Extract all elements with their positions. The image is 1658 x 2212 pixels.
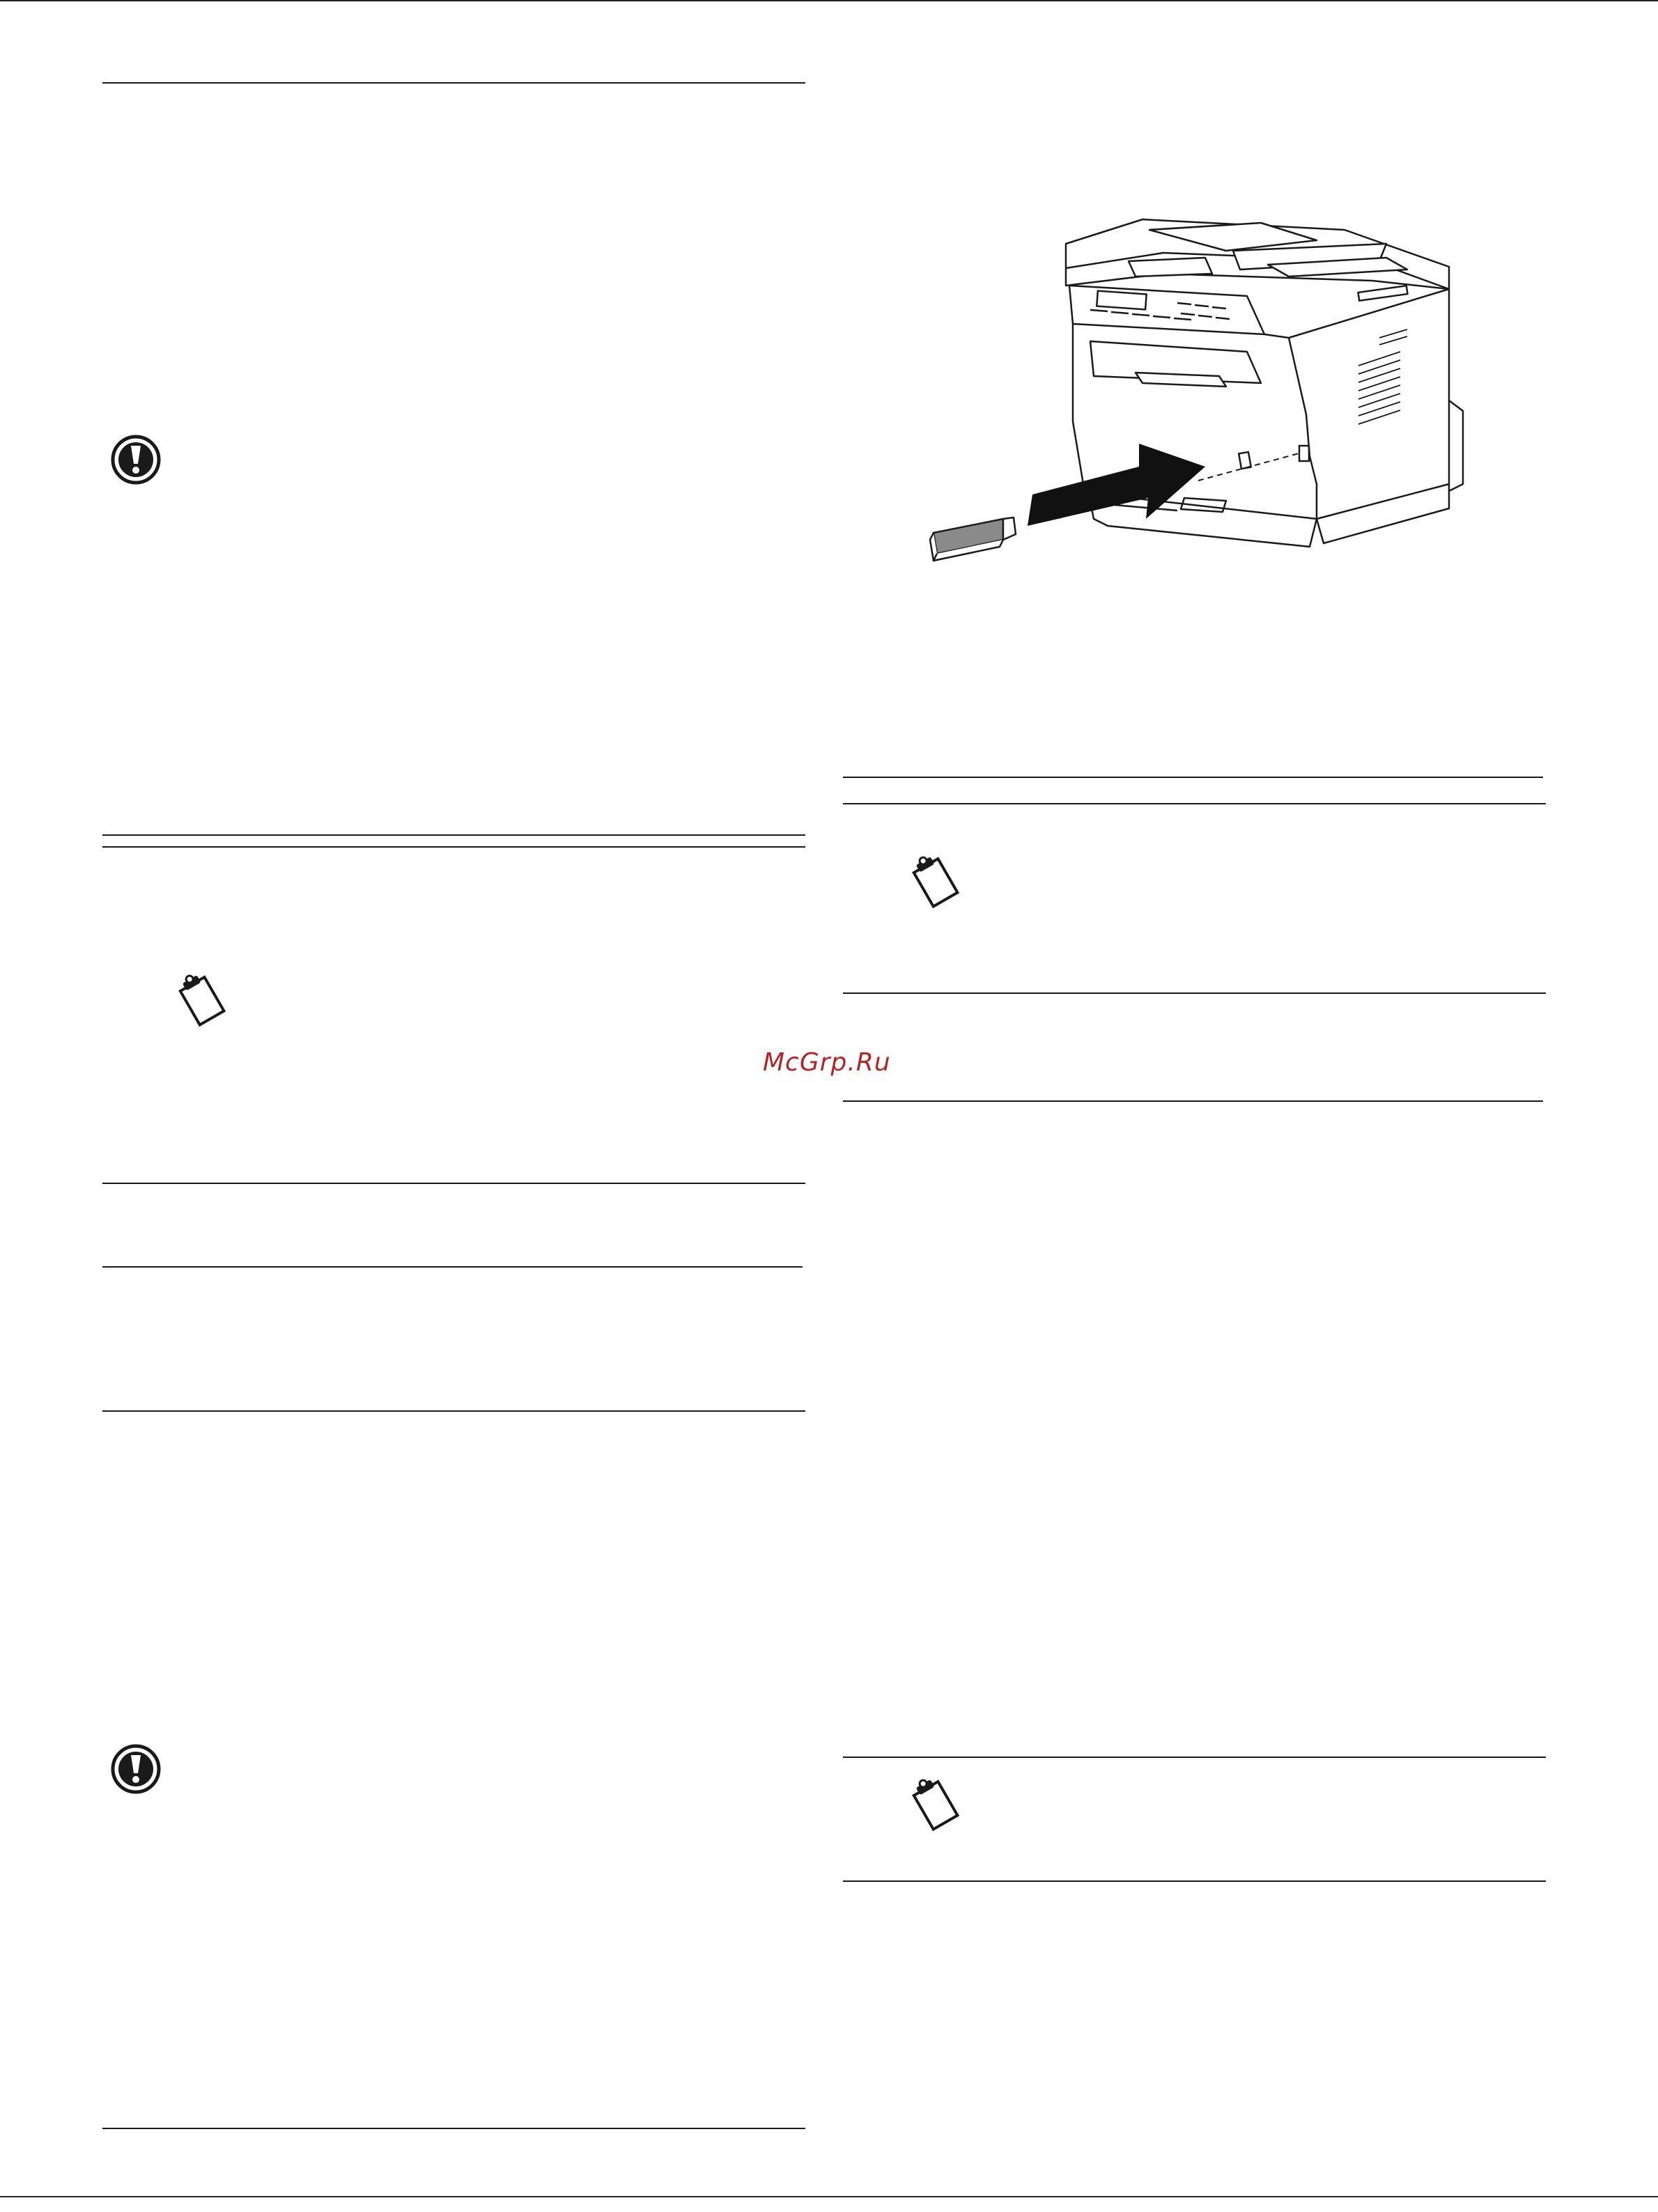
warning-icon [109,1743,162,1796]
page-bottom-border [0,2196,1658,2197]
section-rule [843,803,1546,804]
section-rule [843,992,1546,994]
page-top-border [0,0,1658,1]
section-rule [102,82,805,84]
section-rule [102,2128,805,2129]
section-rule [843,1757,1546,1758]
watermark-text: McGrp.Ru [763,1048,891,1077]
section-rule [102,834,805,836]
section-rule [843,777,1543,778]
note-icon [171,970,233,1029]
section-rule [102,846,805,848]
printer-usb-illustration [899,192,1470,589]
section-rule [843,1880,1546,1882]
section-rule [102,1183,805,1184]
section-rule [102,1410,805,1412]
note-icon [904,852,967,910]
note-icon [904,1775,967,1833]
warning-icon [109,433,162,486]
section-rule [843,1100,1543,1102]
section-rule [102,1266,803,1268]
